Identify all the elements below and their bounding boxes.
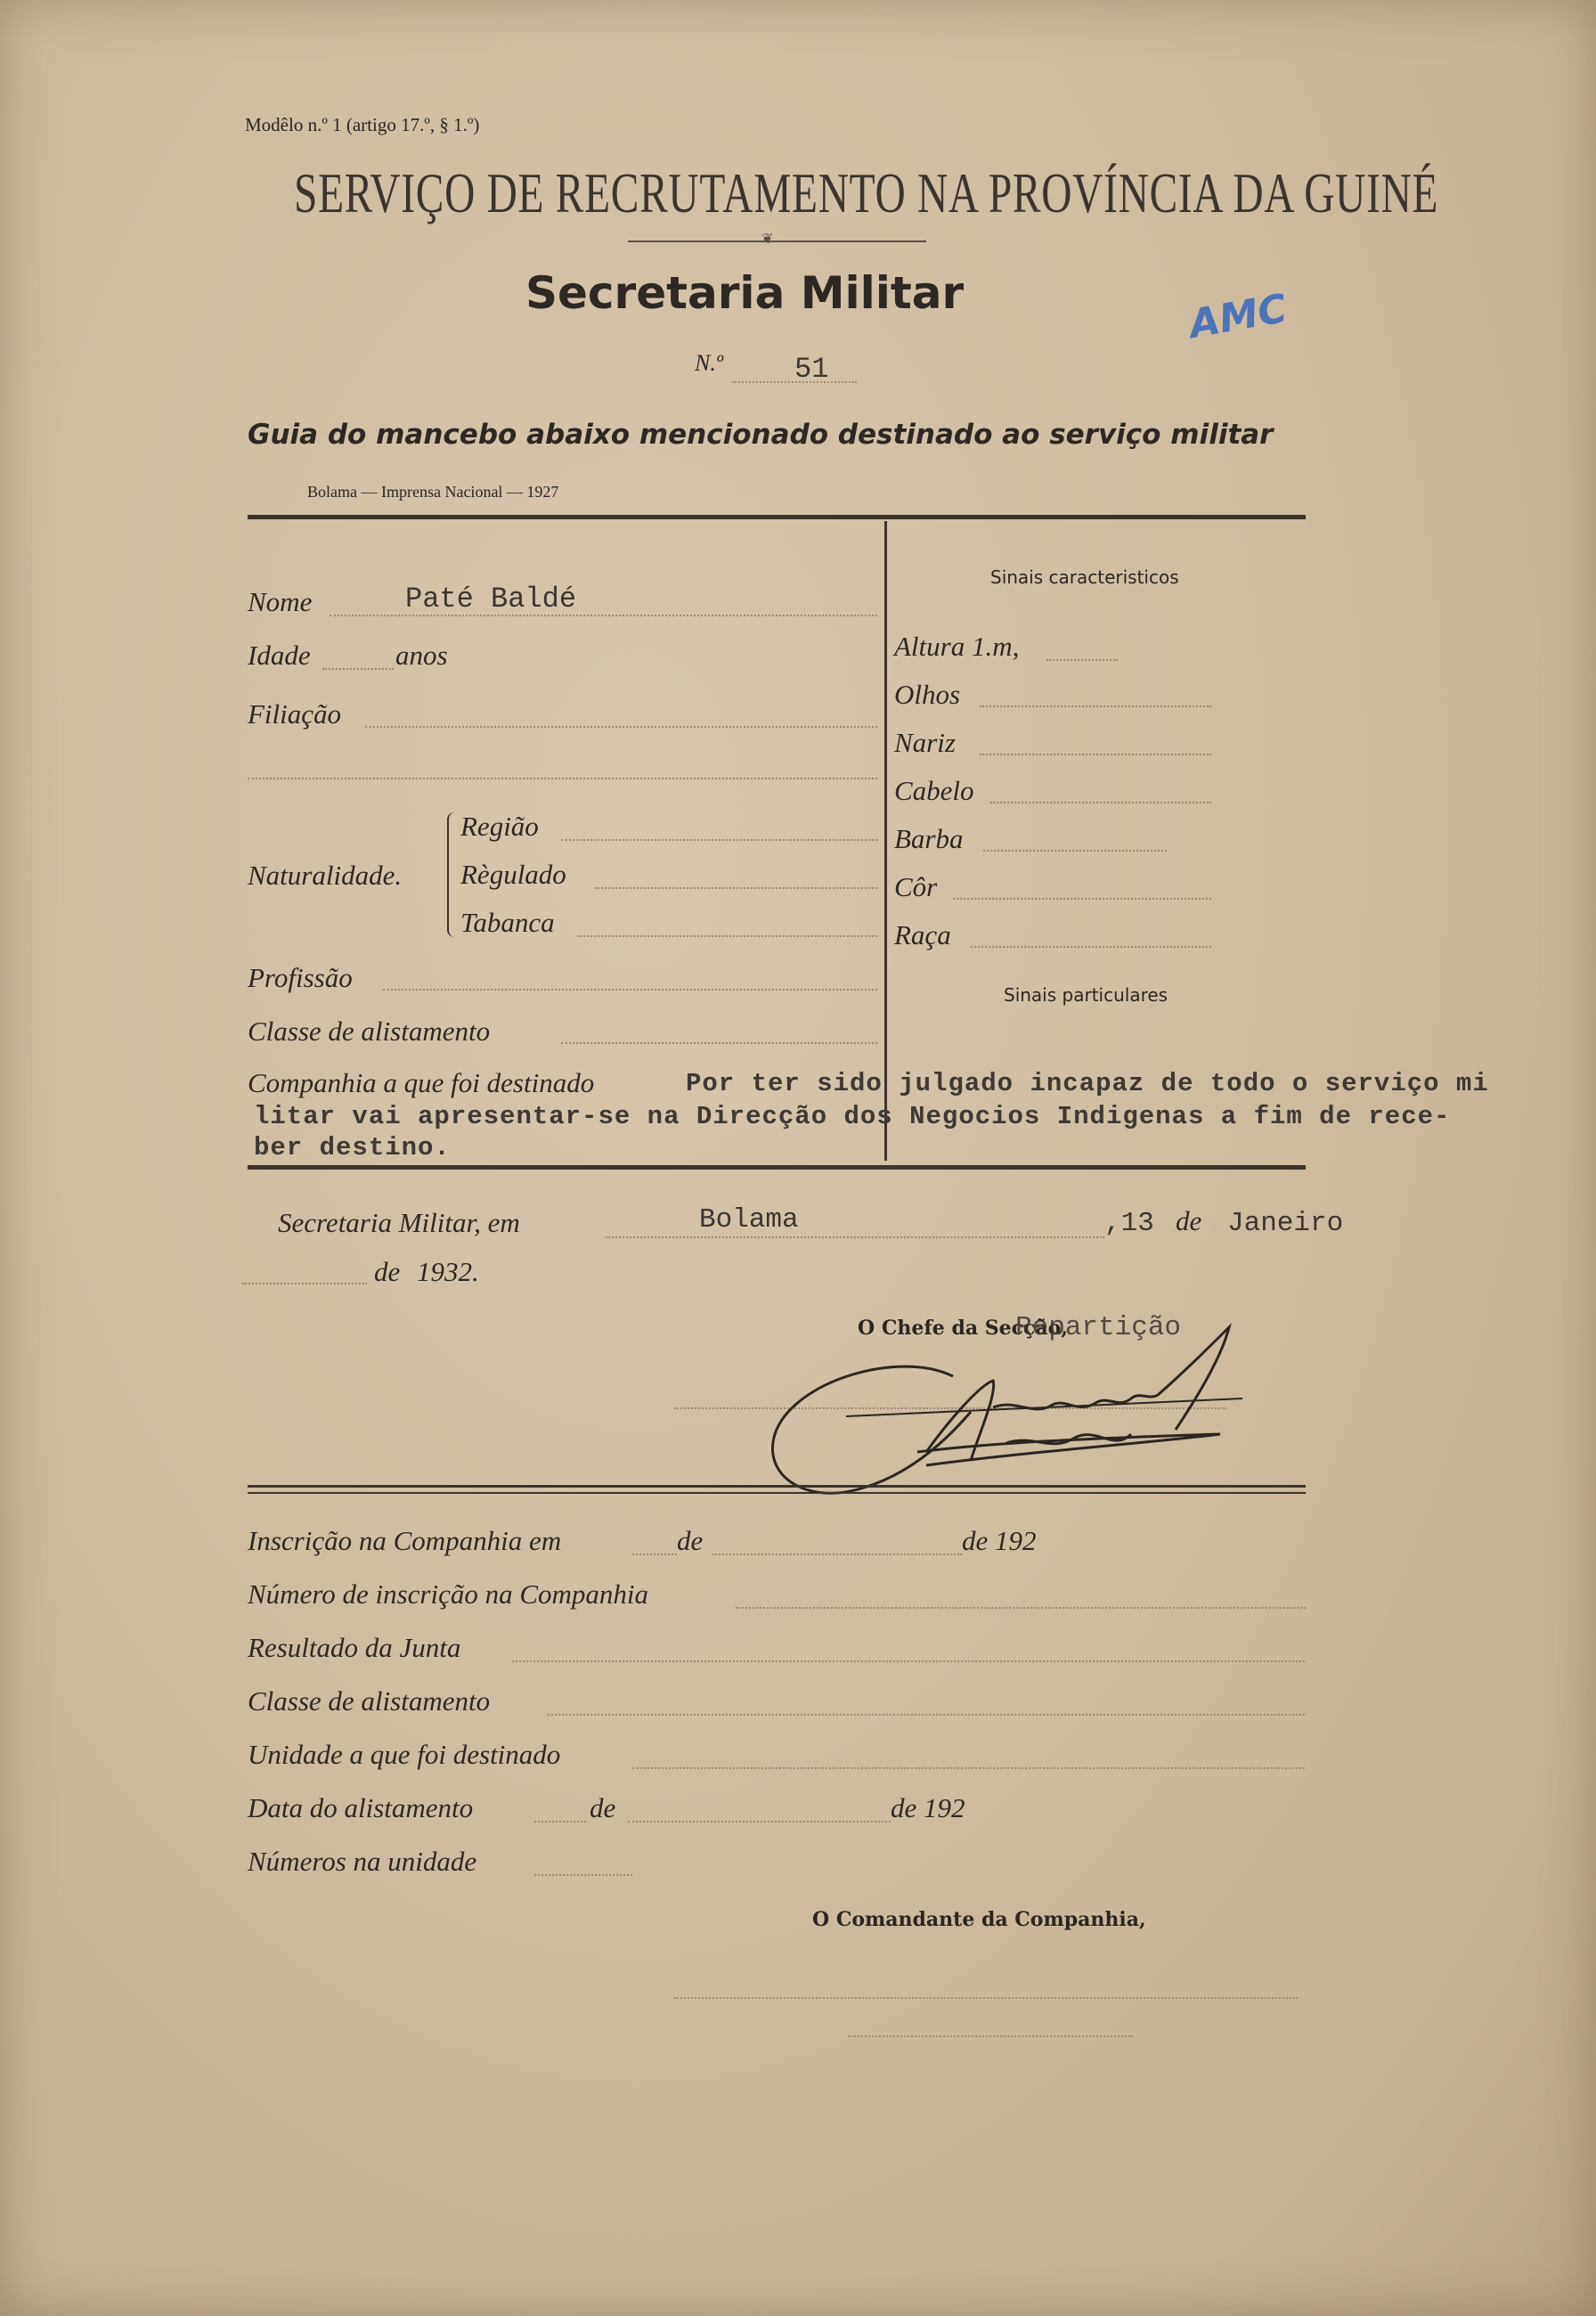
- signature-title-typed: Repartição: [1015, 1312, 1182, 1343]
- dateline-prefix: Secretaria Militar, em: [278, 1207, 520, 1238]
- companhia-label: Companhia a que foi destinado: [248, 1067, 595, 1098]
- profissao-label: Profissão: [248, 962, 353, 993]
- resultado-dotted-line: [512, 1660, 1305, 1662]
- inscricao-year: de 192: [962, 1525, 1037, 1556]
- numero-dotted-line: [736, 1607, 1306, 1609]
- number-label: N.º: [695, 350, 723, 376]
- inscricao-month-dotted: [712, 1554, 962, 1555]
- nariz-dotted-line: [980, 754, 1211, 755]
- raca-dotted-line: [971, 946, 1211, 948]
- regiao-dotted-line: [561, 839, 877, 841]
- barba-label: Barba: [894, 823, 964, 854]
- numero-label: Número de inscrição na Companhia: [248, 1578, 649, 1610]
- naturalidade-label: Naturalidade.: [248, 860, 403, 891]
- nariz-label: Nariz: [894, 727, 956, 758]
- regulado-label: Règulado: [460, 859, 566, 890]
- lower-classe-label: Classe de alistamento: [248, 1685, 491, 1717]
- unidade-label: Unidade a que foi destinado: [248, 1739, 561, 1770]
- filiacao-dotted-line-2: [248, 778, 877, 779]
- comandante-signature-line: [674, 1997, 1298, 1999]
- regulado-dotted-line: [595, 887, 877, 889]
- data-label: Data do alistamento: [248, 1792, 474, 1823]
- idade-suffix: anos: [395, 640, 448, 671]
- comandante-name-line: [848, 2035, 1133, 2037]
- comandante-title: O Comandante da Companhia,: [812, 1908, 1146, 1931]
- naturalidade-brace: [447, 812, 458, 937]
- secretariat-title: Secretaria Militar: [525, 267, 965, 319]
- inscricao-day-dotted: [632, 1554, 677, 1555]
- filiacao-label: Filiação: [248, 698, 342, 730]
- regiao-label: Região: [460, 811, 539, 842]
- dateline-day: ,13: [1104, 1208, 1154, 1239]
- dateline-de-2: de: [374, 1256, 401, 1287]
- ornament-rule: [628, 241, 926, 242]
- signature-title-printed: O Chefe da Secção,: [858, 1317, 1069, 1340]
- profissao-dotted-line: [383, 989, 877, 991]
- cor-dotted-line: [953, 898, 1211, 900]
- cabelo-dotted-line: [990, 802, 1211, 803]
- inscricao-label: Inscrição na Companhia em: [248, 1525, 562, 1556]
- nome-value: Paté Baldé: [405, 583, 577, 616]
- model-line: Modêlo n.º 1 (artigo 17.º, § 1.º): [245, 114, 480, 135]
- olhos-dotted-line: [980, 705, 1211, 707]
- printer-line: Bolama — Imprensa Nacional — 1927: [307, 483, 559, 501]
- middle-heavy-rule: [248, 1165, 1306, 1170]
- data-de: de: [590, 1792, 616, 1823]
- data-year: de 192: [891, 1792, 965, 1823]
- data-day-dotted: [534, 1821, 586, 1823]
- service-title: SERVIÇO DE RECRUTAMENTO NA PROVÍNCIA DA GUINÉ: [294, 161, 1439, 224]
- tabanca-label: Tabanca: [460, 907, 555, 938]
- number-value: 51: [794, 353, 829, 386]
- altura-dotted-line: [1046, 659, 1118, 661]
- dateline-place: Bolama: [699, 1204, 799, 1235]
- idade-label: Idade: [248, 640, 311, 671]
- numeros-label: Números na unidade: [248, 1846, 477, 1877]
- nome-label: Nome: [248, 586, 313, 617]
- raca-label: Raça: [894, 919, 951, 950]
- unidade-dotted-line: [632, 1767, 1305, 1769]
- sinais-title: Sinais caracteristicos: [990, 567, 1179, 588]
- idade-dotted-line: [322, 668, 394, 670]
- top-heavy-rule: [248, 515, 1306, 519]
- inscricao-de: de: [677, 1525, 704, 1556]
- classe-label: Classe de alistamento: [248, 1015, 491, 1047]
- companhia-typed-line-1: Por ter sido julgado incapaz de todo o serviço mi: [686, 1069, 1489, 1098]
- column-divider: [884, 521, 887, 1161]
- dateline-de-1: de: [1176, 1205, 1202, 1236]
- barba-dotted-line: [983, 850, 1167, 852]
- filiacao-dotted-line: [365, 726, 877, 728]
- dateline-year: 1932.: [417, 1256, 479, 1287]
- companhia-typed-line-2: litar vai apresentar-se na Direcção dos Negocios Indigenas a fim de rece-: [254, 1102, 1451, 1131]
- olhos-label: Olhos: [894, 679, 961, 710]
- lower-double-rule-2: [248, 1492, 1306, 1494]
- handwritten-signature: [757, 1309, 1256, 1514]
- lower-double-rule-1: [248, 1485, 1306, 1488]
- dateline-dotted-line: [606, 1236, 1104, 1238]
- numeros-dotted-line: [534, 1874, 632, 1876]
- data-month-dotted: [628, 1821, 891, 1823]
- dateline-month: Janeiro: [1227, 1208, 1344, 1239]
- year-dotted-line: [242, 1283, 367, 1284]
- companhia-typed-line-3: ber destino.: [254, 1133, 451, 1162]
- handwritten-mark: AMC: [1185, 285, 1291, 348]
- tabanca-dotted-line: [577, 935, 877, 937]
- subtitle: Guia do mancebo abaixo mencionado destinado ao serviço militar: [248, 419, 1274, 451]
- lower-classe-dotted-line: [548, 1714, 1305, 1716]
- particulares-title: Sinais particulares: [1004, 984, 1168, 1006]
- cabelo-label: Cabelo: [894, 775, 974, 806]
- ornament-icon: ❦: [761, 232, 774, 247]
- resultado-label: Resultado da Junta: [248, 1632, 461, 1663]
- altura-label: Altura 1.m,: [894, 631, 1020, 662]
- classe-dotted-line: [561, 1042, 877, 1044]
- cor-label: Côr: [894, 871, 938, 902]
